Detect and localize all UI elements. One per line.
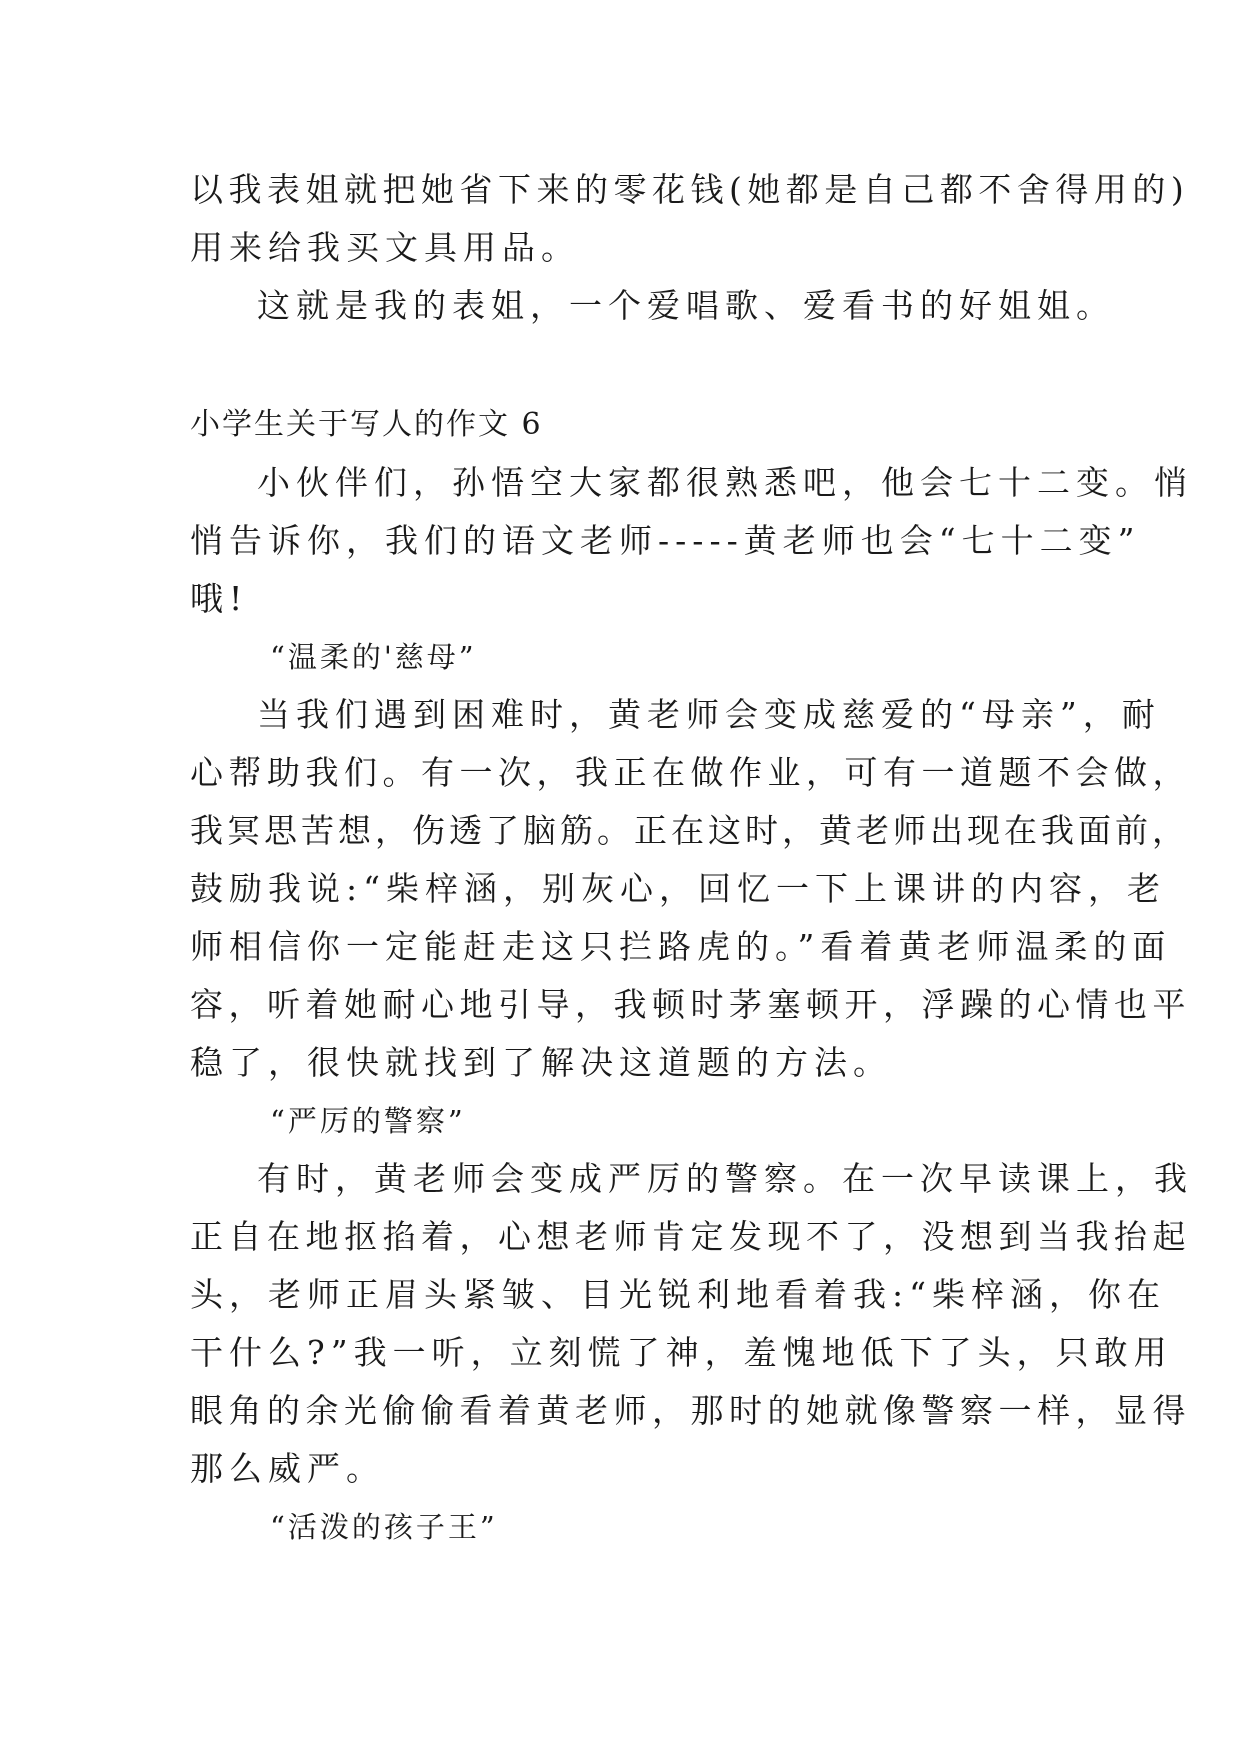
body-text-line: 小伙伴们，孙悟空大家都很熟悉吧，他会七十二变。悄 [257, 463, 1193, 502]
body-text-line: 鼓励我说:“柴梓涵，别灰心，回忆一下上课讲的内容，老 [190, 869, 1166, 908]
section-heading: “温柔的'慈母” [270, 640, 477, 674]
body-text-line: 容，听着她耐心地引导，我顿时茅塞顿开，浮躁的心情也平 [190, 985, 1191, 1024]
body-text-line: 眼角的余光偷偷看着黄老师，那时的她就像警察一样，显得 [190, 1391, 1191, 1430]
section-heading: “活泼的孩子王” [270, 1510, 498, 1544]
body-text-line: 干什么?”我一听，立刻慌了神，羞愧地低下了头，只敢用 [190, 1333, 1173, 1372]
body-text-line: 师相信你一定能赶走这只拦路虎的。”看着黄老师温柔的面 [190, 927, 1172, 966]
body-text-line: 用来给我买文具用品。 [190, 228, 580, 267]
body-text-line: 以我表姐就把她省下来的零花钱(她都是自己都不舍得用的) [190, 170, 1190, 209]
body-text-line: 稳了，很快就找到了解决这道题的方法。 [190, 1043, 892, 1082]
body-text-line: 头，老师正眉头紧皱、目光锐利地看着我:“柴梓涵，你在 [190, 1275, 1166, 1314]
body-text-line: 当我们遇到困难时，黄老师会变成慈爱的“母亲”，耐 [257, 695, 1161, 734]
body-text-line: 哦! [190, 579, 249, 618]
body-text-line: 我冥思苦想，伤透了脑筋。正在这时，黄老师出现在我面前， [190, 811, 1189, 850]
body-text-line: 有时，黄老师会变成严厉的警察。在一次早读课上，我 [257, 1159, 1193, 1198]
body-text-line: 正自在地抠掐着，心想老师肯定发现不了，没想到当我抬起 [190, 1217, 1191, 1256]
body-text-line: 悄告诉你，我们的语文老师-----黄老师也会“七十二变” [190, 521, 1141, 560]
body-text-line: 那么威严。 [190, 1449, 385, 1488]
section-heading: “严厉的警察” [270, 1104, 466, 1138]
essay-title: 小学生关于写人的作文 6 [190, 407, 543, 442]
body-text-line: 心帮助我们。有一次，我正在做作业，可有一道题不会做， [190, 753, 1191, 792]
body-text-line: 这就是我的表姐，一个爱唱歌、爱看书的好姐姐。 [257, 286, 1115, 325]
